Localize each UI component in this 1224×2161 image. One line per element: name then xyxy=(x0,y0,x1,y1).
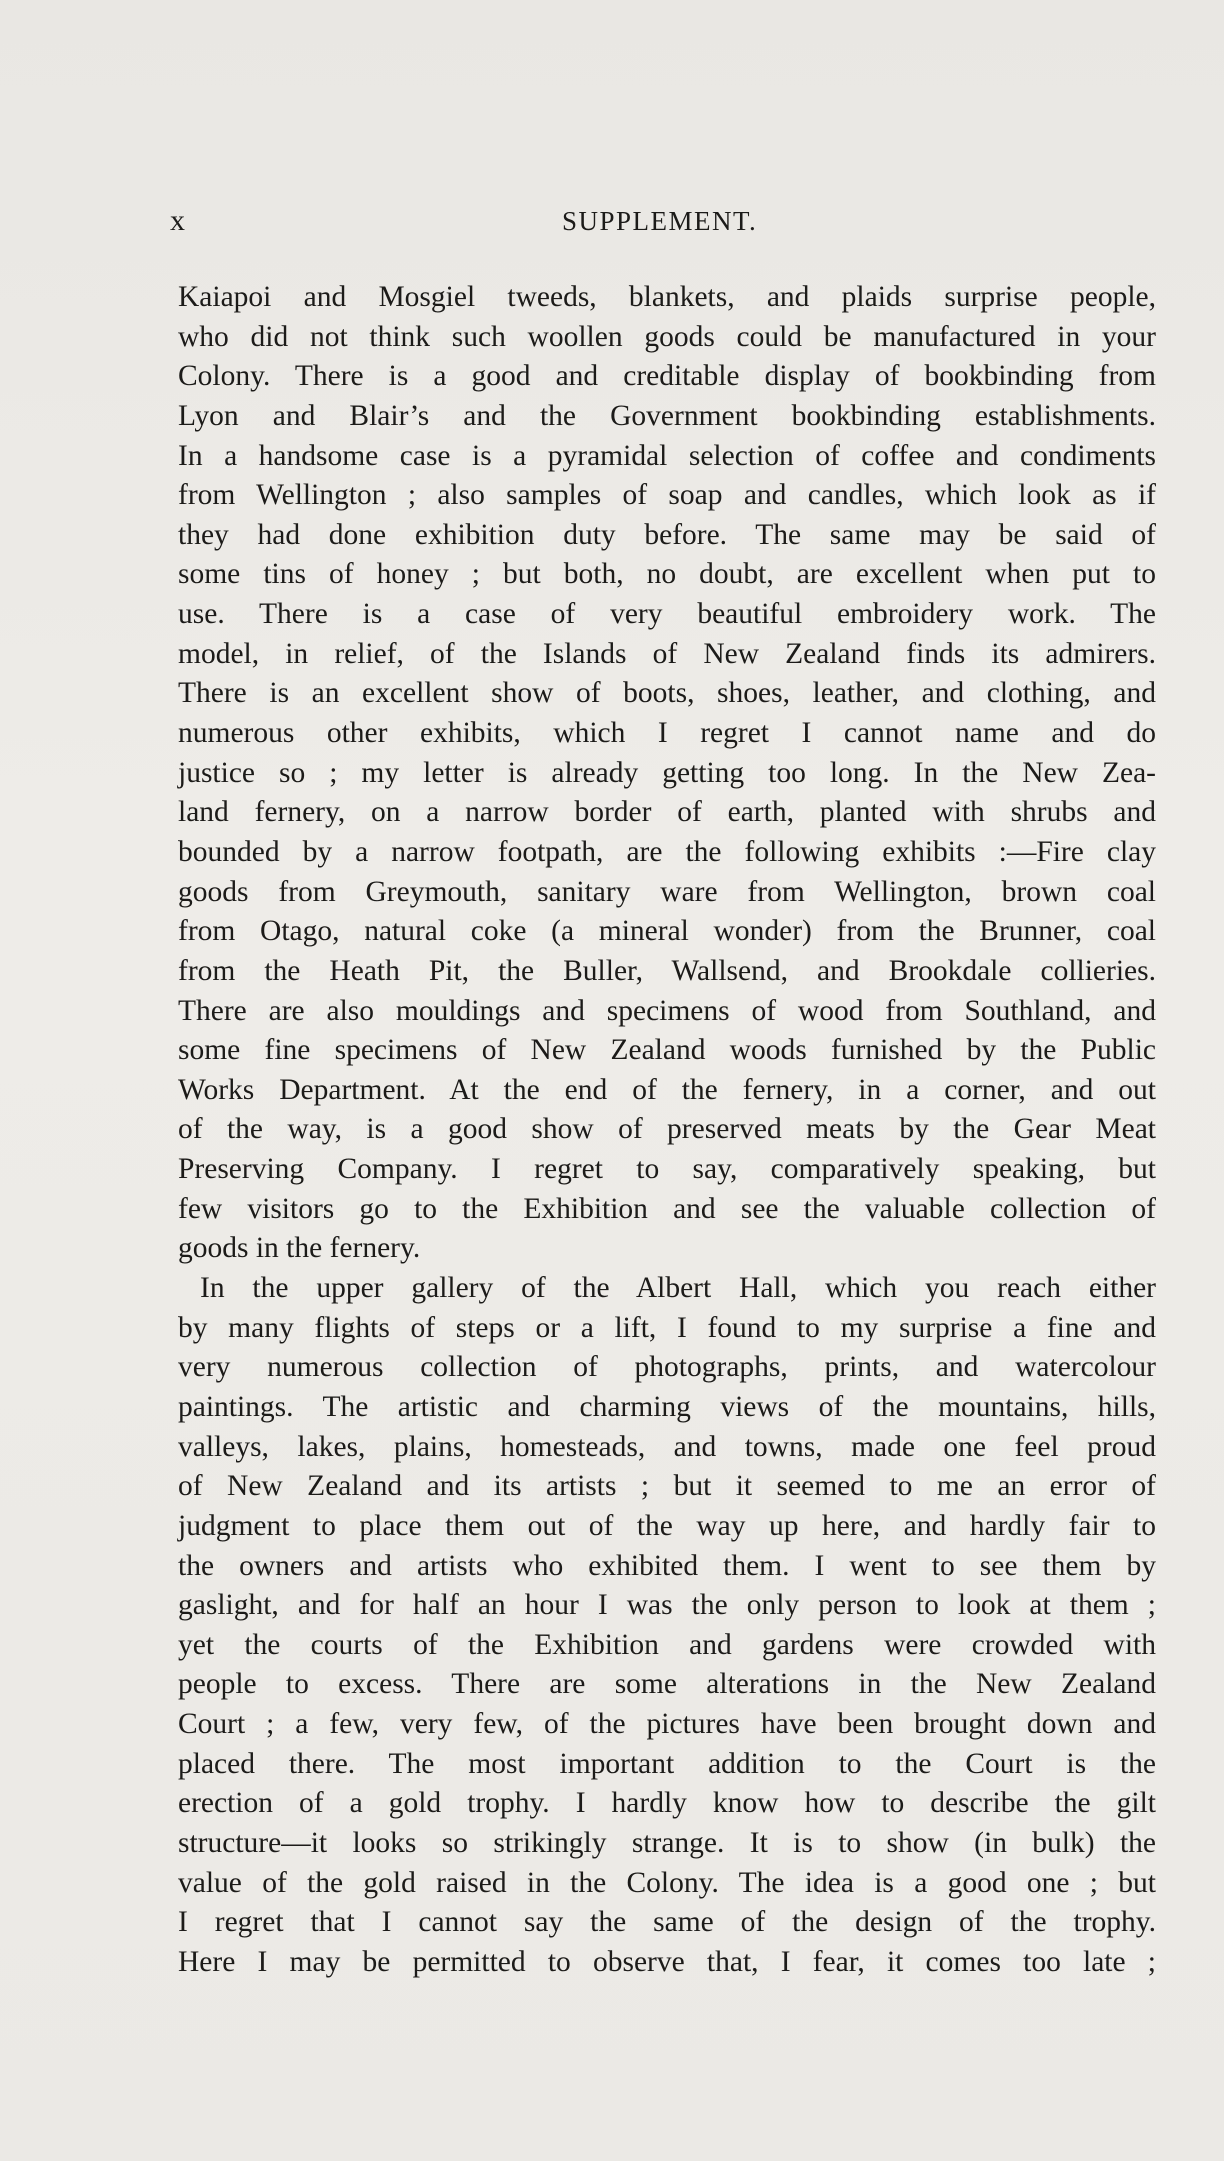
text-line: gaslight, and for half an hour I was the only person to look at them ; xyxy=(178,1589,1156,1622)
text-line: some fine specimens of New Zealand woods furnished by the Public xyxy=(178,1034,1156,1067)
text-line: numerous other exhibits, which I regret I cannot name and do xyxy=(178,717,1156,750)
text-line: Kaiapoi and Mosgiel tweeds, blankets, and plaids surprise people, xyxy=(178,281,1156,313)
text-line: judgment to place them out of the way up here, and hardly fair to xyxy=(178,1509,1156,1542)
paragraph-first-line: In the upper gallery of the Albert Hall, which you reach either xyxy=(200,1272,1156,1305)
text-line: In a handsome case is a pyramidal selection of coffee and condiments xyxy=(178,439,1156,472)
text-line: structure—it looks so strikingly strange. It is to show (in bulk) the xyxy=(178,1826,1156,1859)
text-line: Lyon and Blair’s and the Government bookbinding establishments. xyxy=(178,399,1156,432)
text-line: There are also mouldings and specimens of wood from Southland, and xyxy=(178,994,1156,1027)
text-line: placed there. The most important addition to the Court is the xyxy=(178,1747,1156,1780)
text-line: value of the gold raised in the Colony. The idea is a good one ; but xyxy=(178,1866,1156,1899)
running-head xyxy=(0,204,1224,244)
text-line: valleys, lakes, plains, homesteads, and towns, made one feel proud xyxy=(178,1430,1156,1463)
text-line: who did not think such woollen goods could be manufactured in your xyxy=(178,320,1156,353)
text-line: Court ; a few, very few, of the pictures have been brought down and xyxy=(178,1708,1156,1741)
text-line: by many flights of steps or a lift, I found to my surprise a fine and xyxy=(178,1311,1156,1344)
text-line: from Otago, natural coke (a mineral wonder) from the Brunner, coal xyxy=(178,915,1156,948)
text-line: from the Heath Pit, the Buller, Wallsend, and Brookdale collieries. xyxy=(178,954,1156,987)
text-line: I regret that I cannot say the same of the design of the trophy. xyxy=(178,1906,1156,1939)
text-line: Preserving Company. I regret to say, comparatively speaking, but xyxy=(178,1153,1156,1186)
text-line: paintings. The artistic and charming views of the mountains, hills, xyxy=(178,1390,1156,1423)
text-line: few visitors go to the Exhibition and see the valuable collection of xyxy=(178,1192,1156,1225)
text-line: people to excess. There are some alterations in the New Zealand xyxy=(178,1668,1156,1701)
text-line: very numerous collection of photographs, prints, and watercolour xyxy=(178,1351,1156,1384)
text-line: model, in relief, of the Islands of New Zealand finds its admirers. xyxy=(178,637,1156,670)
text-line: Works Department. At the end of the fernery, in a corner, and out xyxy=(178,1073,1156,1106)
text-line: There is an excellent show of boots, shoes, leather, and clothing, and xyxy=(178,677,1156,710)
text-line: goods from Greymouth, sanitary ware from Wellington, brown coal xyxy=(178,875,1156,908)
text-line: Here I may be permitted to observe that, I fear, it comes too late ; xyxy=(178,1945,1156,1978)
text-line: of New Zealand and its artists ; but it seemed to me an error of xyxy=(178,1470,1156,1503)
text-line: from Wellington ; also samples of soap and candles, which look as if xyxy=(178,479,1156,512)
paragraph-end-line: goods in the fernery. xyxy=(178,1232,421,1265)
running-title: SUPPLEMENT. xyxy=(562,206,758,236)
text-line: justice so ; my letter is already getting too long. In the New Zea- xyxy=(178,756,1156,789)
text-line: they had done exhibition duty before. The same may be said of xyxy=(178,518,1156,551)
text-line: erection of a gold trophy. I hardly know how to describe the gilt xyxy=(178,1787,1156,1820)
text-line: the owners and artists who exhibited them. I went to see them by xyxy=(178,1549,1156,1582)
text-line: use. There is a case of very beautiful embroidery work. The xyxy=(178,598,1156,631)
text-line: yet the courts of the Exhibition and gardens were crowded with xyxy=(178,1628,1156,1661)
body-text xyxy=(178,278,1156,1983)
text-line: of the way, is a good show of preserved meats by the Gear Meat xyxy=(178,1113,1156,1146)
text-line: Colony. There is a good and creditable display of bookbinding from xyxy=(178,360,1156,393)
text-line: land fernery, on a narrow border of earth, planted with shrubs and xyxy=(178,796,1156,829)
page-number: x xyxy=(170,204,186,237)
text-line: bounded by a narrow footpath, are the following exhibits :—Fire clay xyxy=(178,835,1156,868)
text-line: some tins of honey ; but both, no doubt, are excellent when put to xyxy=(178,558,1156,591)
